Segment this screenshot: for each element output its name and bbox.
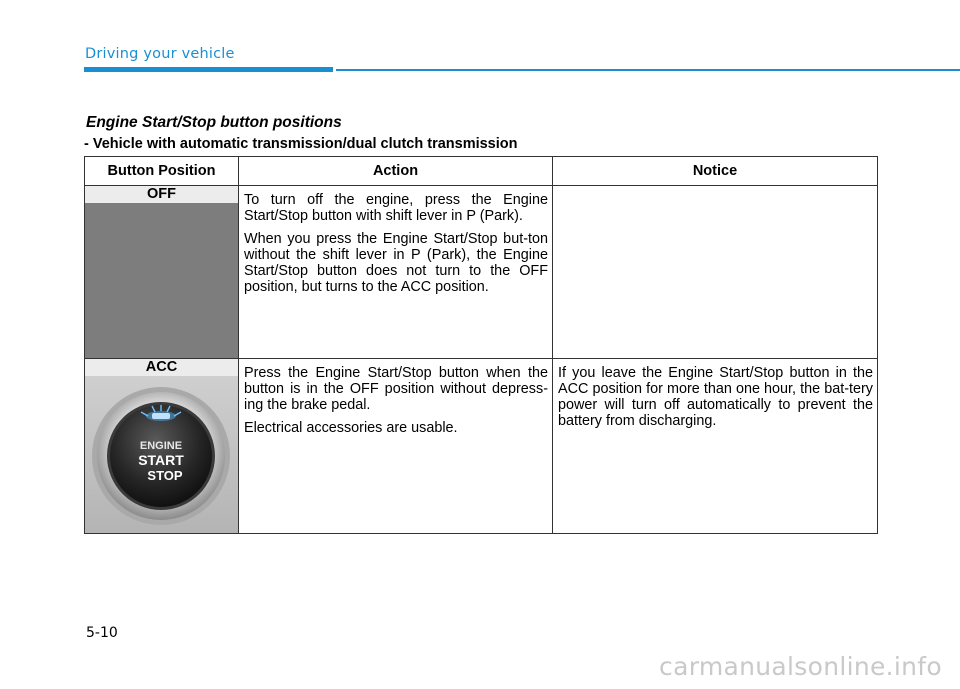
action-off-paragraph-1: To turn off the engine, press the Engine Start/Stop button with shift lever in P (Park).	[244, 192, 548, 224]
header-rule-thin	[336, 69, 960, 71]
watermark: carmanualsonline.info	[659, 652, 942, 681]
button-text-stop: STOP	[147, 468, 183, 483]
off-button-image	[85, 203, 238, 358]
page-number: 5-10	[86, 625, 118, 641]
notice-cell-acc	[553, 359, 878, 534]
position-label-off: OFF	[85, 186, 238, 203]
table-header-row	[85, 157, 878, 186]
column-header-position: Button Position	[85, 157, 239, 186]
position-label-acc: ACC	[85, 359, 238, 376]
section-header: Driving your vehicle	[85, 46, 235, 62]
start-stop-button-icon	[85, 376, 238, 533]
button-positions-table	[84, 156, 878, 534]
acc-button-image	[85, 376, 238, 533]
header-rule-thick	[84, 67, 333, 72]
table-row-off	[85, 186, 878, 359]
column-header-notice: Notice	[553, 157, 878, 186]
position-cell-off	[85, 186, 239, 359]
table-row-acc	[85, 359, 878, 534]
section-title: Engine Start/Stop button positions	[86, 114, 342, 131]
button-text-engine: ENGINE	[139, 440, 183, 452]
action-cell-acc	[239, 359, 553, 534]
notice-cell-off	[553, 186, 878, 359]
subtitle: - Vehicle with automatic transmission/dual clutch transmission	[84, 136, 518, 152]
action-acc-paragraph-1: Press the Engine Start/Stop button when the button is in the OFF position without depress-ing the brake pedal.	[244, 365, 548, 413]
position-cell-acc	[85, 359, 239, 534]
action-off-paragraph-2: When you press the Engine Start/Stop but-ton without the shift lever in P (Park), the Engine Start/Stop button does not turn to the OFF position, but turns to the ACC position.	[244, 231, 548, 295]
action-acc-paragraph-2: Electrical accessories are usable.	[244, 420, 458, 436]
action-cell-off	[239, 186, 553, 359]
button-text-start: START	[138, 452, 184, 468]
notice-off-text	[553, 186, 877, 192]
notice-acc-text: If you leave the Engine Start/Stop button in the ACC position for more than one hour, the bat-tery power will turn off automatically to prevent the battery from discharging.	[558, 365, 873, 429]
column-header-action: Action	[239, 157, 553, 186]
